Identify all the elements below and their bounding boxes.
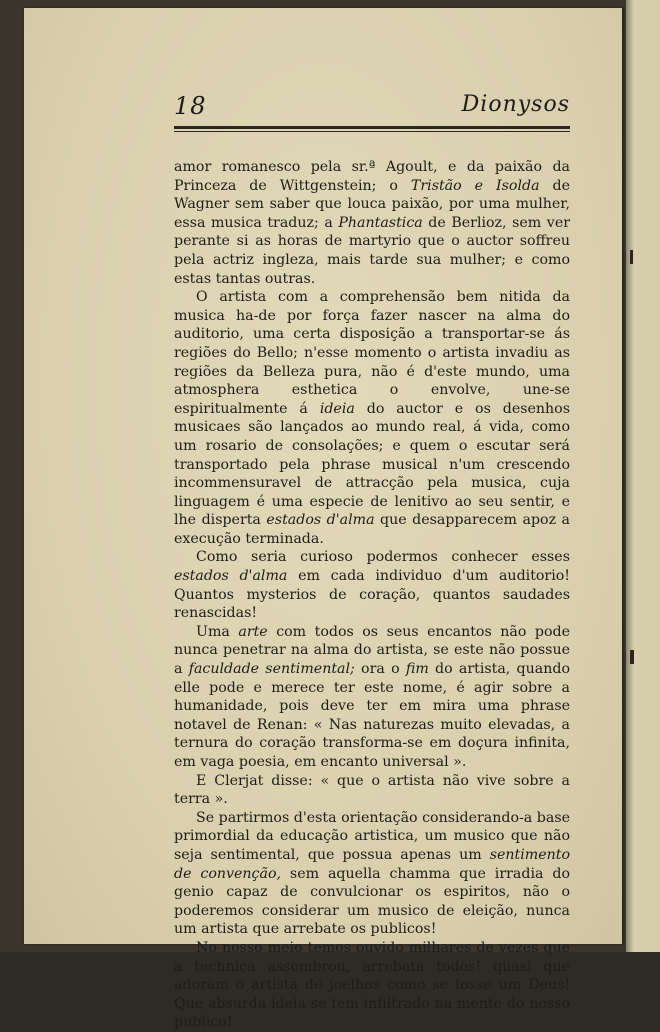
header-rule-thin (174, 131, 570, 132)
italic-phrase: faculdade sentimental; (188, 661, 355, 678)
text-run: de Wagner sem saber que louca paixão, por uma mulher, essa musica traduz; a (174, 177, 570, 231)
text-run: O artista com a comprehensão bem nitida da musica ha-de por força fazer nascer na alma do auditorio, uma certa disposição a transportar-se ás regiões do Bello; n'esse momento o artista invadiu as regiões da Belleza pura, não é d'este mundo, uma atmosphera esthetica o envolve, une-se espiritualmente á (174, 289, 570, 417)
header-rule (174, 126, 570, 129)
adjacent-page-mark (630, 250, 633, 264)
paragraph (174, 548, 570, 622)
italic-phrase: estados d'alma (174, 568, 288, 585)
text-run: Como seria curioso podermos conhecer esses (196, 549, 570, 566)
body-text (174, 158, 570, 1032)
paragraph (174, 288, 570, 548)
paragraph (174, 939, 570, 1032)
running-title: Dionysos (461, 92, 570, 117)
text-run: ora o (354, 661, 406, 678)
text-run: Se partirmos d'esta orientação considerando-a base primordial da educação artistica, um musico que não seja sentimental, que possua apenas um (174, 809, 570, 863)
text-run: E Clerjat disse: « que o artista não vive sobre a terra ». (174, 772, 570, 808)
text-run: do auctor e os desenhos musicaes são lançados ao mundo real, á vida, como um rosario de consolações; e quem o escutar será transportado pela phrase musical n'um crescendo incommensuravel de attracção pela musica, cuja linguagem é uma especie de lenitivo ao seu sentir, e lhe disperta (174, 400, 571, 529)
italic-title: Phantastica (338, 214, 423, 231)
text-run: amor romanesco pela sr.ª Agoult, e da paixão da Princeza de Wittgenstein; o (174, 159, 570, 194)
text-run: do artista, quando elle pode e merece ter este nome, é agir sobre a humanidade, pois deve ter em mira uma phrase notavel de Renan: « Nas naturezas muito elevadas, a ternura do coração transforma-se em doçura infinita, em vaga poesia, em encanto universal ». (174, 661, 570, 770)
page-number: 18 (174, 92, 207, 120)
paragraph (174, 158, 570, 288)
text-run: com todos os seus encantos não pode nunca penetrar na alma do artista, se este não possue a (174, 623, 570, 678)
page-header (150, 92, 570, 122)
paragraph (174, 809, 570, 939)
text-run: Uma (196, 623, 239, 640)
paragraph (174, 772, 570, 809)
italic-phrase: sentimento de convenção, (174, 846, 570, 882)
italic-phrase: fim (405, 661, 429, 678)
text-run: No nosso meio temos ouvido milhares de vezes que a technica assombrou, arrebata todos! quasi que adoram o artista de joelhos como se fosse um Deus! Que absurda ideia se tem infiltrado na mente do nosso publico! (174, 939, 570, 1031)
italic-title: Tristão e Isolda (410, 177, 540, 194)
italic-phrase: ideia (319, 400, 355, 417)
italic-phrase: arte (238, 623, 268, 640)
adjacent-page-edge (626, 0, 660, 952)
text-run: que desapparecem apoz a execução terminada. (174, 512, 571, 547)
text-run: de Berlioz, sem ver perante si as horas de martyrio que o auctor soffreu pela actriz ingleza, mais tarde sua mulher; e como estas tantas outras. (174, 214, 570, 287)
text-run: sem aquella chamma que irradia do genio capaz de convulcionar os espiritos, não o poderemos considerar um musico de eleição, nunca um artista que arrebate os publicos! (174, 865, 570, 938)
paragraph (174, 623, 570, 772)
adjacent-page-mark (630, 650, 634, 664)
italic-phrase: estados d'alma (266, 512, 375, 529)
text-run: em cada individuo d'um auditorio! Quantos mysterios de coração, quantos saudades renascidas! (174, 568, 570, 622)
